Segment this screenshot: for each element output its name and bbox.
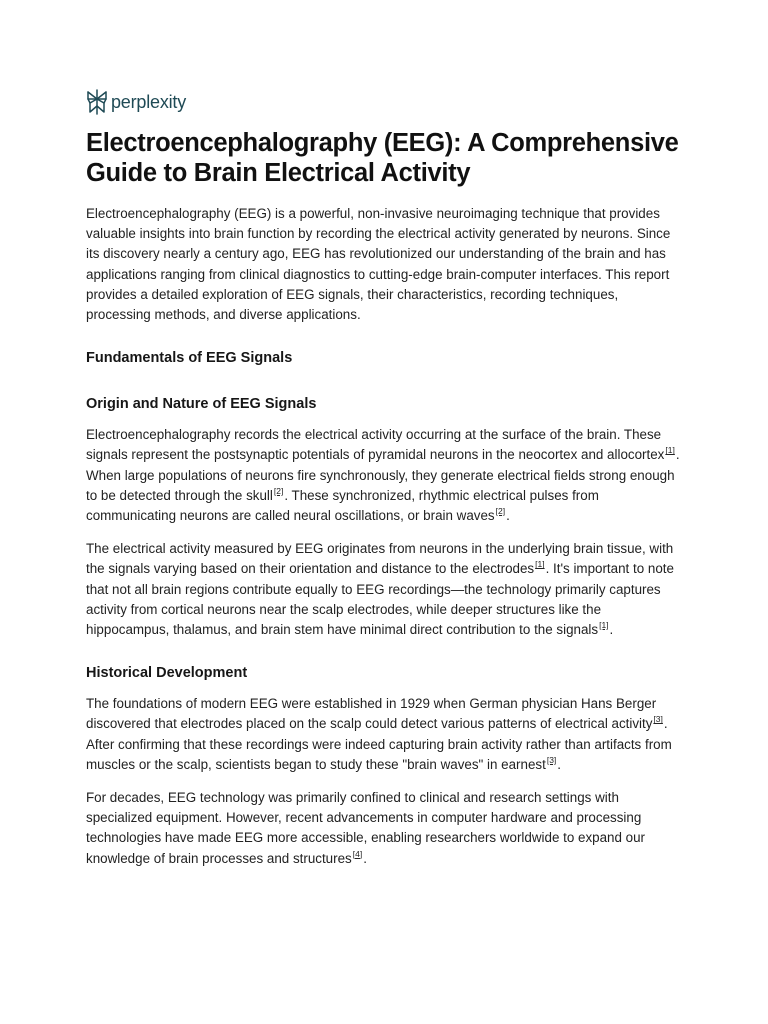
- paragraph-text: Electroencephalography records the electrical activity occurring at the surface of the brain. These signals represent the postsynaptic potentials of pyramidal neurons in the neocortex and allocortex: [86, 427, 665, 463]
- citation-link[interactable]: [1]: [665, 445, 675, 456]
- history-paragraph-2: [86, 788, 686, 869]
- paragraph-text: .: [506, 508, 510, 524]
- section-heading-fundamentals: Fundamentals of EEG Signals: [86, 350, 293, 367]
- paragraph-text: . These synchronized, rhythmic electrical pulses from communicating neurons are called neural oscillations, or brain waves: [86, 487, 599, 524]
- paragraph-text: .: [609, 622, 614, 638]
- paragraph-text: .: [363, 850, 367, 866]
- paragraph-text: . It's important to note that not all brain regions contribute equally to EEG recordings—the technology primarily captures activity from cortical neurons near the scalp electrodes, while deeper structures like the hippocampus, thalamus, and brain stem have minimal direct contribution to the signals: [86, 561, 674, 638]
- paragraph-text: The foundations of modern EEG were established in 1929 when German physician Hans Berger discovered that electrodes placed on the scalp could detect various patterns of electrical activity: [86, 696, 657, 732]
- page-title: Electroencephalography (EEG): A Comprehensive Guide to Brain Electrical Activity: [86, 129, 679, 187]
- section-heading-history: Historical Development: [86, 665, 248, 682]
- citation-link[interactable]: [2]: [273, 485, 284, 496]
- paragraph-text: . After confirming that these recordings were indeed capturing brain activity rather than artifacts from muscles or the scalp, scientists began to study these "brain waves" in earnest: [86, 716, 672, 772]
- intro-paragraph: Electroencephalography (EEG) is a powerful, non-invasive neuroimaging technique that provides valuable insights into brain function by recording the electrical activity generated by neurons. Since its discovery nearly a century ago, EEG has revolutionized our understanding of the brain and has applications ranging from clinical diagnostics to cutting-edge brain-computer interfaces. This report provides a detailed exploration of EEG signals, their characteristics, recording techniques, processing methods, and diverse applications.: [86, 206, 671, 323]
- citation-link[interactable]: [2]: [495, 506, 506, 517]
- citation-link[interactable]: [4]: [352, 848, 363, 859]
- paragraph-text: .: [557, 756, 562, 772]
- origin-paragraph-2: [86, 539, 686, 640]
- paragraph-text: The electrical activity measured by EEG originates from neurons in the underlying brain tissue, with the signals varying based on their orientation and distance to the electrodes: [86, 541, 674, 577]
- origin-paragraph-1: [86, 425, 686, 526]
- paragraph-text: . When large populations of neurons fire synchronously, they generate electrical fields strong enough to be detected through the skull: [86, 447, 680, 503]
- citation-link[interactable]: [3]: [546, 754, 557, 765]
- citation-link[interactable]: [3]: [653, 714, 663, 725]
- citation-link[interactable]: [1]: [599, 620, 609, 631]
- paragraph-text: For decades, EEG technology was primarily confined to clinical and research settings with specialized equipment. However, recent advancements in computer hardware and processing technologies have made EEG more accessible, enabling researchers worldwide to expand our knowledge of brain processes and structures: [86, 790, 646, 866]
- brand-logo[interactable]: [86, 86, 686, 118]
- brand-name: perplexity: [111, 91, 187, 112]
- document-page: [86, 86, 686, 869]
- citation-link[interactable]: [1]: [535, 559, 545, 570]
- perplexity-logo-icon: [86, 88, 108, 116]
- history-paragraph-1: [86, 694, 686, 775]
- section-heading-origin: Origin and Nature of EEG Signals: [86, 396, 317, 413]
